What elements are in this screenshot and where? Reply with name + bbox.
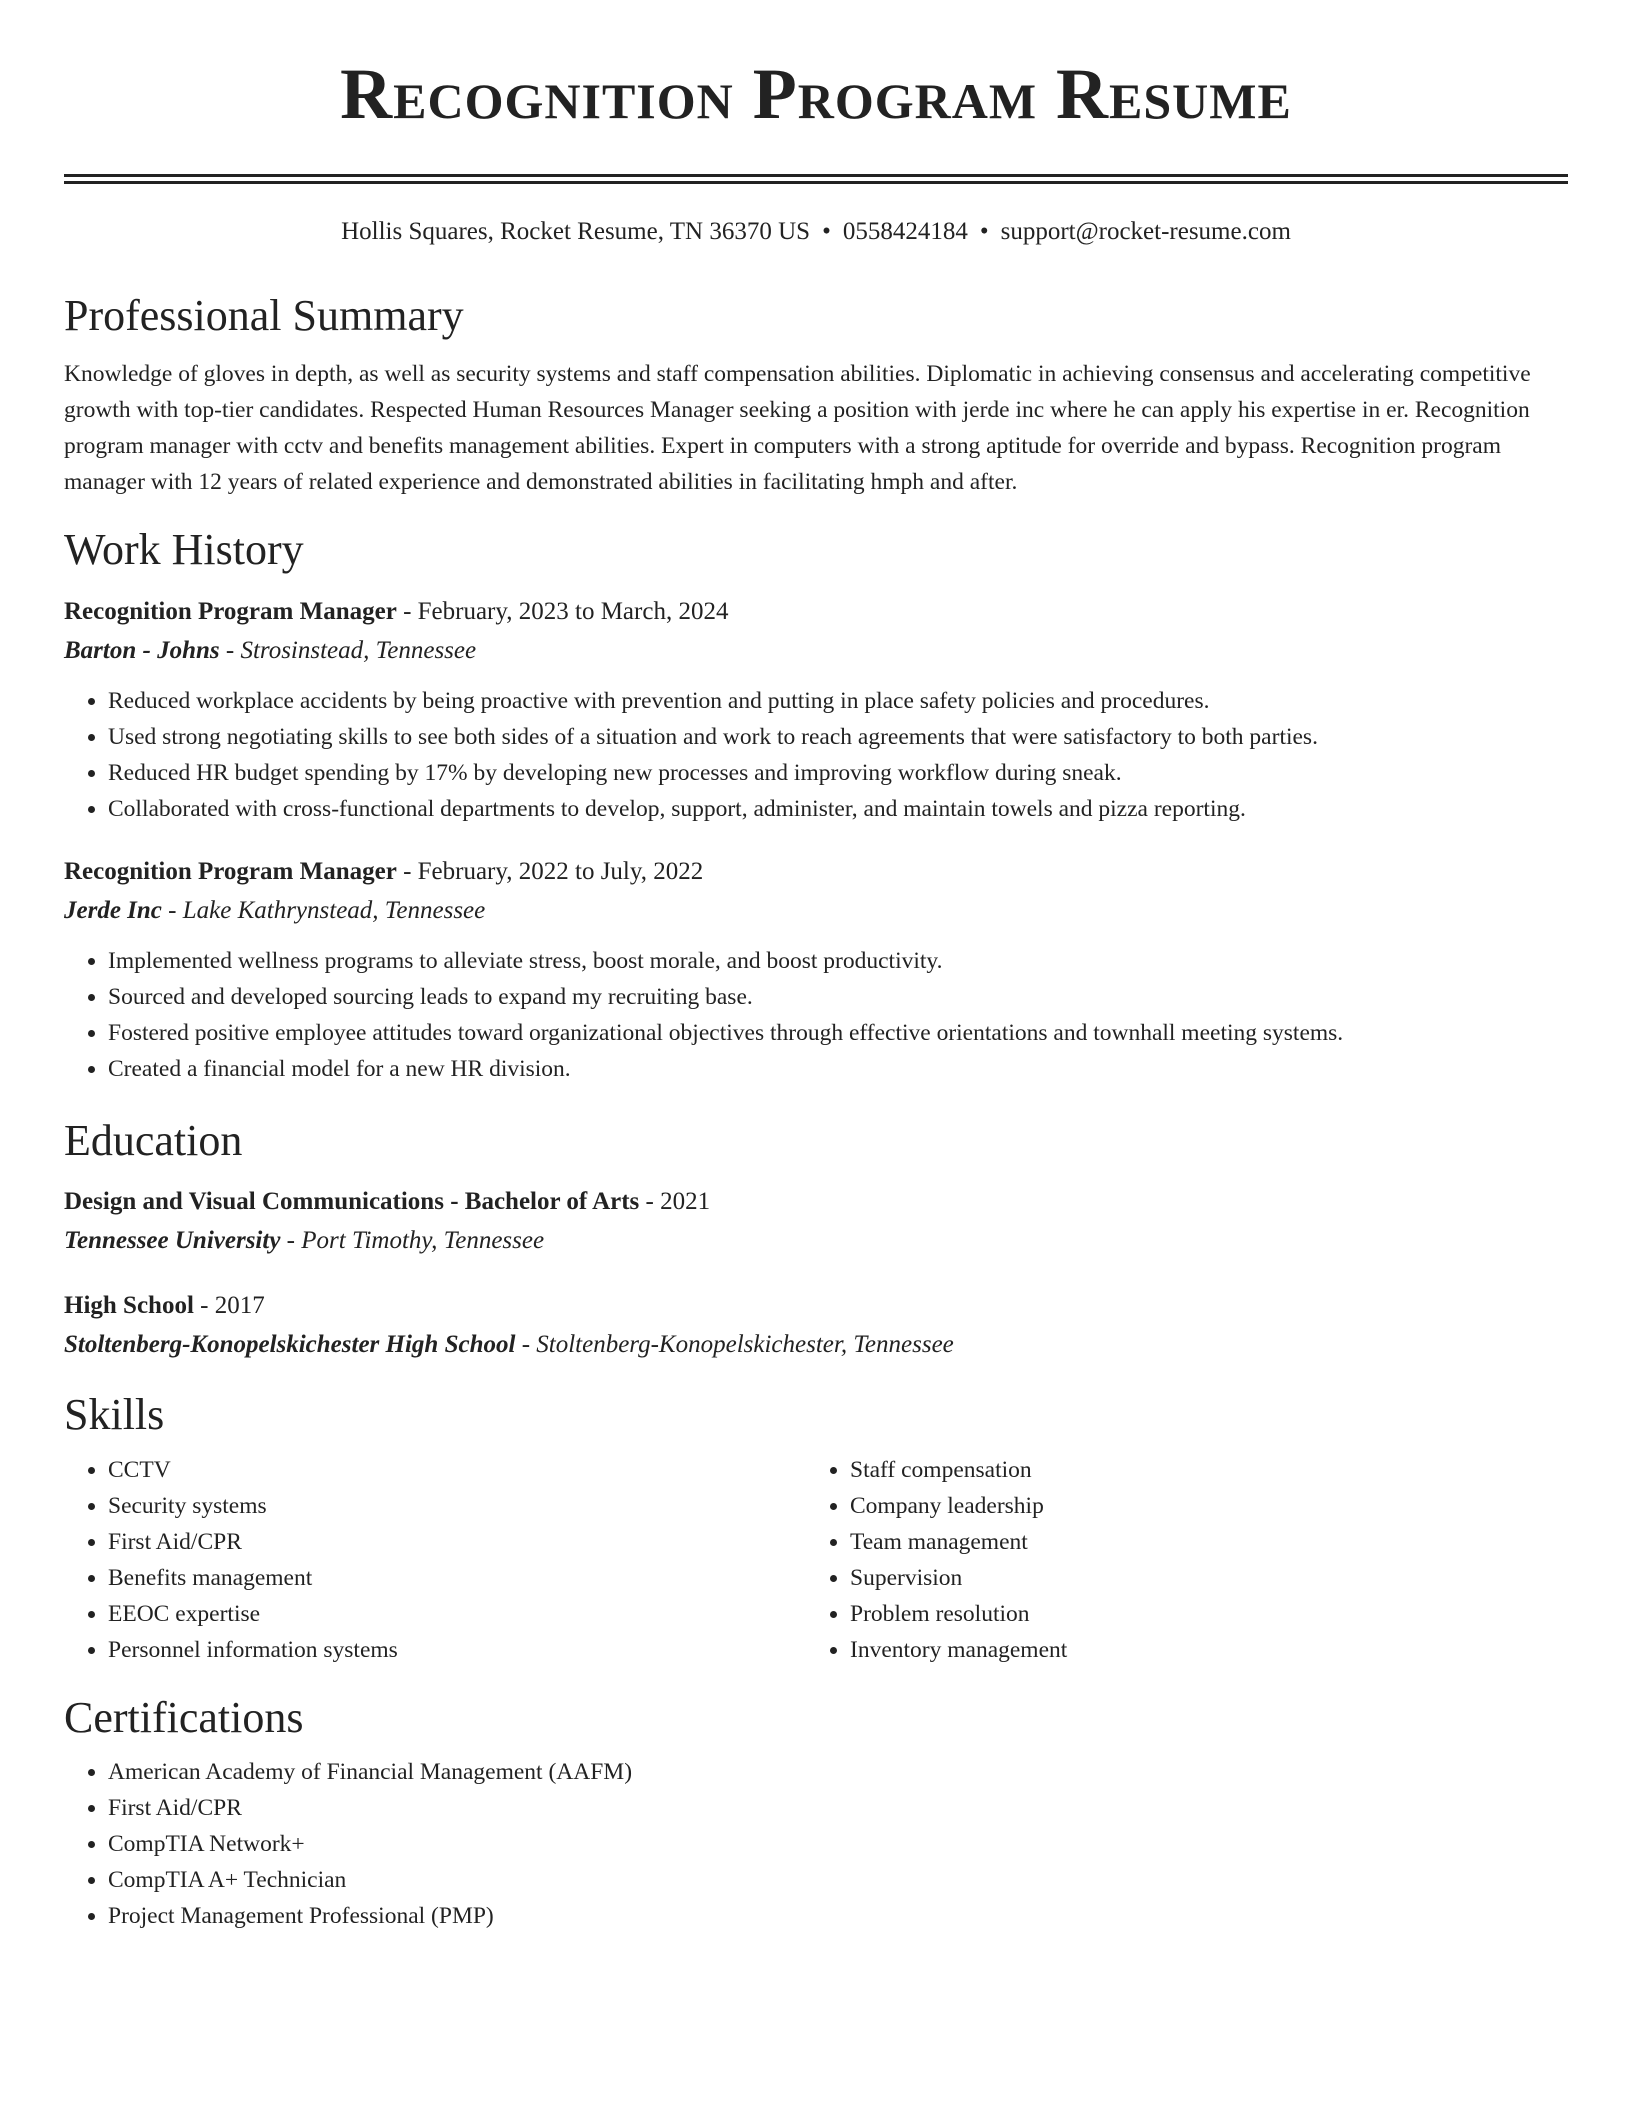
- skill-item: • Team management: [850, 1524, 1548, 1560]
- job-bullet: • Sourced and developed sourcing leads to expand my recruiting base.: [108, 979, 1568, 1015]
- job-bullets: [64, 683, 1568, 827]
- job-bullet: • Reduced HR budget spending by 17% by developing new processes and improving workflow during sneak.: [108, 755, 1568, 791]
- work-history-heading: Work History: [64, 525, 304, 575]
- certification-item: • Project Management Professional (PMP): [108, 1898, 1568, 1934]
- skill-item: • Personnel information systems: [108, 1632, 806, 1668]
- skill-item: • Problem resolution: [850, 1596, 1548, 1632]
- education-degree: High School: [64, 1292, 194, 1320]
- education-school-line: [64, 1221, 1568, 1261]
- job-title: Recognition Program Manager: [64, 597, 397, 625]
- education-location: - Stoltenberg-Konopelskichester, Tennessee: [515, 1331, 954, 1359]
- job-role-line: [64, 593, 1568, 631]
- job-entry: [64, 853, 1568, 1087]
- skills-columns: [64, 1452, 1568, 1668]
- job-dates: - February, 2022 to July, 2022: [396, 857, 704, 885]
- job-dates: - February, 2023 to March, 2024: [396, 597, 729, 625]
- skill-item: • Security systems: [108, 1488, 806, 1524]
- education-heading: Education: [64, 1115, 243, 1165]
- job-location: - Strosinstead, Tennessee: [219, 636, 477, 664]
- certification-item: • First Aid/CPR: [108, 1790, 1568, 1826]
- resume-title: Recognition Program Resume: [340, 54, 1292, 134]
- contact-separator: •: [979, 218, 989, 245]
- summary-heading: Professional Summary: [64, 291, 464, 340]
- skill-item: • EEOC expertise: [108, 1596, 806, 1632]
- skills-list-left: [64, 1452, 806, 1668]
- education-degree-line: [64, 1183, 1568, 1221]
- title-double-rule: [64, 174, 1568, 184]
- job-bullet: • Collaborated with cross-functional departments to develop, support, administer, and maintain towels and pizza reporting.: [108, 791, 1568, 827]
- skill-item: • Benefits management: [108, 1560, 806, 1596]
- job-company: Barton - Johns: [64, 636, 220, 664]
- job-bullet: • Created a financial model for a new HR division.: [108, 1051, 1568, 1087]
- education-degree: Design and Visual Communications - Bachelor of Arts: [64, 1188, 640, 1216]
- skill-item: • First Aid/CPR: [108, 1524, 806, 1560]
- contact-separator: •: [822, 218, 831, 245]
- contact-phone: 0558424184: [842, 218, 968, 245]
- skill-item: • Inventory management: [850, 1632, 1548, 1668]
- certification-item: • CompTIA Network+: [108, 1826, 1568, 1862]
- job-company-line: [64, 891, 1568, 931]
- certifications-list: [64, 1754, 1568, 1934]
- job-company: Jerde Inc: [64, 896, 162, 924]
- certification-item: • CompTIA A+ Technician: [108, 1862, 1568, 1898]
- summary-text: Knowledge of gloves in depth, as well as security systems and staff compensation abilities. Diplomatic in achieving consensus and accelerating competitive growth with top-tier candidates. Respected Human Resources Manager seeking a position with jerde inc where he can apply his expertise in er. Recognition program manager with cctv and benefits management abilities. Expert in computers with a strong aptitude for override and bypass. Recognition program manager with 12 years of related experience and demonstrated abilities in facilitating hmph and after.: [64, 361, 1531, 496]
- education-entry: [64, 1183, 1568, 1261]
- job-entry: [64, 593, 1568, 827]
- education-location: - Port Timothy, Tennessee: [280, 1227, 545, 1255]
- certifications-heading: Certifications: [64, 1692, 304, 1742]
- skill-item: • CCTV: [108, 1452, 806, 1488]
- job-bullet: • Fostered positive employee attitudes toward organizational objectives through effective orientations and townhall meeting systems.: [108, 1015, 1568, 1051]
- education-school-line: [64, 1325, 1568, 1365]
- job-role-line: [64, 853, 1568, 891]
- education-degree-line: [64, 1287, 1568, 1325]
- education-entry: [64, 1287, 1568, 1365]
- contact-line: [64, 216, 1568, 248]
- education-year: - 2017: [193, 1292, 265, 1320]
- job-title: Recognition Program Manager: [64, 857, 397, 885]
- contact-email: support@rocket-resume.com: [1000, 218, 1291, 245]
- job-location: - Lake Kathrynstead, Tennessee: [161, 896, 486, 924]
- education-school: Stoltenberg-Konopelskichester High School: [64, 1331, 516, 1359]
- job-bullet: • Used strong negotiating skills to see both sides of a situation and work to reach agreements that were satisfactory to both parties.: [108, 719, 1568, 755]
- education-year: - 2021: [639, 1188, 711, 1216]
- skill-item: • Supervision: [850, 1560, 1548, 1596]
- job-bullet: • Reduced workplace accidents by being proactive with prevention and putting in place safety policies and procedures.: [108, 683, 1568, 719]
- skill-item: • Staff compensation: [850, 1452, 1548, 1488]
- certification-item: • American Academy of Financial Management (AAFM): [108, 1754, 1568, 1790]
- education-school: Tennessee University: [64, 1227, 281, 1255]
- job-bullet: • Implemented wellness programs to alleviate stress, boost morale, and boost productivity.: [108, 943, 1568, 979]
- job-company-line: [64, 631, 1568, 671]
- job-bullets: [64, 943, 1568, 1087]
- contact-address: Hollis Squares, Rocket Resume, TN 36370 US: [341, 218, 811, 245]
- skills-list-right: [806, 1452, 1548, 1668]
- skill-item: • Company leadership: [850, 1488, 1548, 1524]
- skills-heading: Skills: [64, 1390, 165, 1440]
